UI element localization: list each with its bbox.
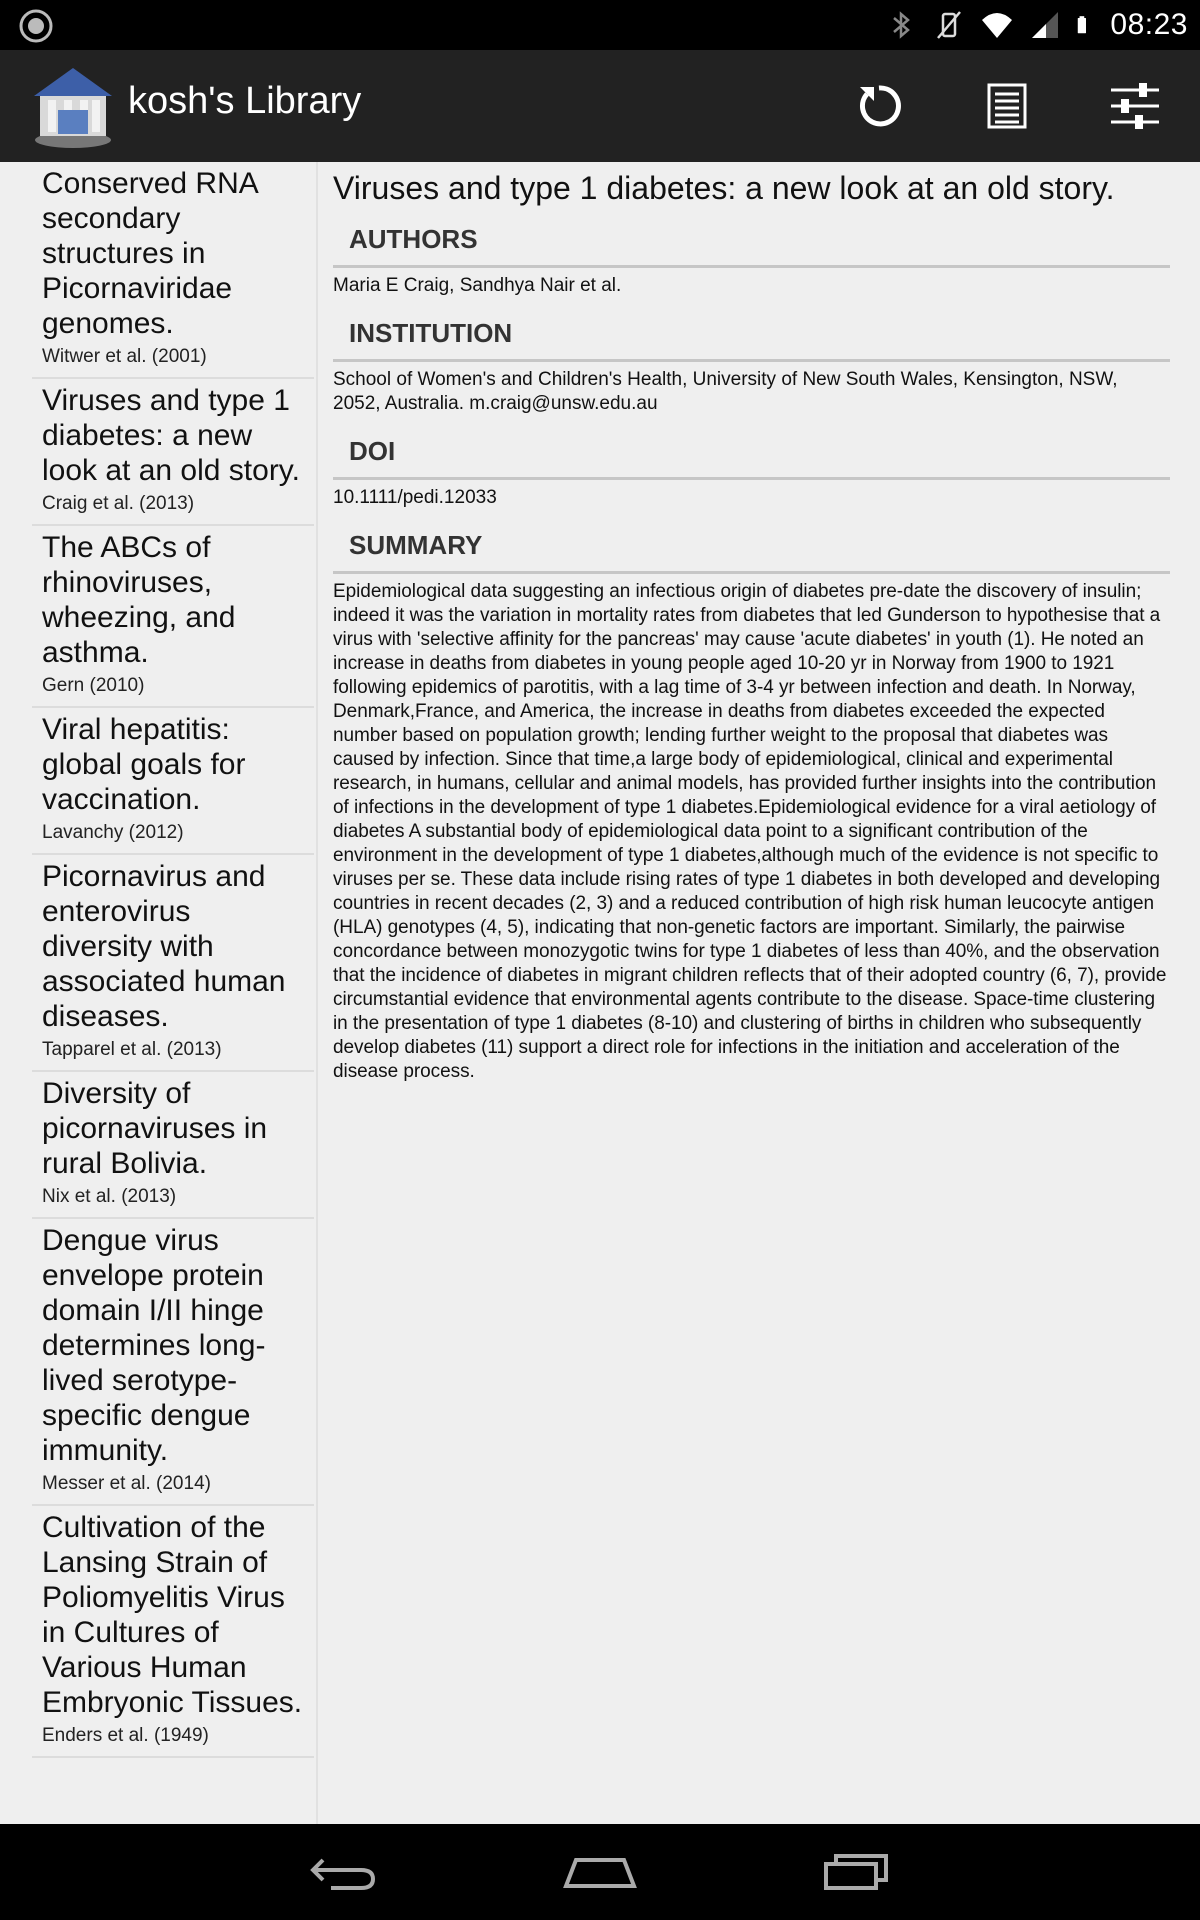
list-icon <box>987 81 1027 131</box>
back-icon <box>309 1852 379 1892</box>
paper-title: Viral hepatitis: global goals for vaccination. <box>42 713 246 816</box>
paper-citation: Gern (2010) <box>42 675 145 696</box>
bluetooth-icon <box>884 8 918 42</box>
paper-citation: Witwer et al. (2001) <box>42 346 207 367</box>
wifi-icon <box>980 8 1014 42</box>
recent-apps-icon <box>822 1852 890 1892</box>
clock: 08:23 <box>1110 8 1188 41</box>
settings-sliders-icon <box>1109 80 1161 132</box>
list-item[interactable] <box>32 1219 314 1506</box>
list-item[interactable] <box>32 1506 314 1758</box>
paper-citation: Craig et al. (2013) <box>42 493 195 514</box>
paper-title: Conserved RNA secondary structures in Picornaviridae genomes. <box>42 167 258 340</box>
detail-title: Viruses and type 1 diabetes: a new look at an old story. <box>333 170 1115 206</box>
list-item[interactable] <box>32 708 314 855</box>
paper-title: Viruses and type 1 diabetes: a new look at an old story. <box>42 384 300 487</box>
paper-title: Picornavirus and enterovirus diversity with associated human diseases. <box>42 860 286 1033</box>
paper-list[interactable] <box>0 162 318 1824</box>
list-item[interactable] <box>32 379 314 526</box>
paper-title: The ABCs of rhinoviruses, wheezing, and asthma. <box>42 531 236 669</box>
list-item[interactable] <box>32 855 314 1072</box>
signal-icon <box>1028 8 1062 42</box>
library-logo-icon[interactable] <box>28 62 118 150</box>
paper-citation: Nix et al. (2013) <box>42 1186 177 1207</box>
list-item[interactable] <box>32 1072 314 1219</box>
institution-heading: INSTITUTION <box>333 304 1170 362</box>
home-button[interactable] <box>550 1844 650 1900</box>
doi-text: 10.1111/pedi.12033 <box>333 487 497 508</box>
battery-icon <box>1076 8 1096 42</box>
status-bar <box>0 0 1200 50</box>
doi-heading: DOI <box>333 422 1170 480</box>
paper-title: Dengue virus envelope protein domain I/II hinge determines long-lived serotype-specific dengue immunity. <box>42 1224 266 1467</box>
paper-citation: Enders et al. (1949) <box>42 1725 209 1746</box>
list-item[interactable] <box>32 526 314 708</box>
paper-citation: Messer et al. (2014) <box>42 1473 211 1494</box>
refresh-icon <box>854 81 904 131</box>
paper-citation: Lavanchy (2012) <box>42 822 184 843</box>
paper-detail <box>318 162 1200 1824</box>
authors-heading: AUTHORS <box>333 210 1170 268</box>
back-button[interactable] <box>294 1844 394 1900</box>
paper-citation: Tapparel et al. (2013) <box>42 1039 222 1060</box>
sync-icon <box>18 8 54 44</box>
navigation-bar <box>0 1824 1200 1920</box>
authors-text: Maria E Craig, Sandhya Nair et al. <box>333 275 622 296</box>
list-item[interactable] <box>32 162 314 379</box>
summary-text: Epidemiological data suggesting an infectious origin of diabetes pre-date the discovery of insulin; indeed it was the variation in mortality rates from diabetes that led Gunderson to hypothesise that a virus with 'selective affinity for the pancreas' may cause 'acute diabetes' in youth (1). He noted an increase in deaths from diabetes in young people aged 10-20 yr in Norway from 1900 to 1921 following epidemics of parotitis, with a lag time of 3-4 yr between infection and death. In Norway, Denmark,France, and America, the increase in deaths from diabetes exceeded the expected number based on population growth; lending further weight to the proposal that diabetes was caused by infection. Since that time,a large body of epidemiological, clinical and experimental research, in humans, cellular and animal models, has provided further insights into the contribution of infections in the development of type 1 diabetes.Epidemiological evidence for a viral aetiology of diabetes A substantial body of epidemiological data point to a significant contribution of the environment in the development of type 1 diabetes,although much of the evidence is not specific to viruses per se. These data include rising rates of type 1 diabetes in both developed and developing countries in recent decades (2, 3) and a reduced contribution of high risk human leucocyte antigen (HLA) genotypes (4, 5), indicating that non-genetic factors are important. Similarly, the pairwise concordance between monozygotic twins for type 1 diabetes of less than 40%, and the observation that the incidence of diabetes in migrant children reflects that of their adopted country (6, 7), provide circumstantial evidence that environmental agents contribute to the disease. Space-time clustering in the presentation of type 1 diabetes (8-10) and clustering of births in children who subsequently develop diabetes (11) support a direct role for infections in the initiation and acceleration of the disease process. <box>333 581 1167 1082</box>
vibrate-muted-icon <box>932 8 966 42</box>
home-icon <box>562 1854 638 1890</box>
action-bar <box>0 50 1200 162</box>
institution-text: School of Women's and Children's Health, University of New South Wales, Kensington, NSW, 2052, Australia. m.craig@unsw.edu.au <box>333 369 1118 414</box>
paper-title: Cultivation of the Lansing Strain of Poliomyelitis Virus in Cultures of Various Human Embryonic Tissues. <box>42 1511 303 1719</box>
list-view-button[interactable] <box>977 76 1037 136</box>
app-title: kosh's Library <box>128 80 362 122</box>
paper-title: Diversity of picornaviruses in rural Bolivia. <box>42 1077 268 1180</box>
refresh-button[interactable] <box>849 76 909 136</box>
recent-apps-button[interactable] <box>806 1844 906 1900</box>
settings-button[interactable] <box>1105 76 1165 136</box>
summary-heading: SUMMARY <box>333 516 1170 574</box>
